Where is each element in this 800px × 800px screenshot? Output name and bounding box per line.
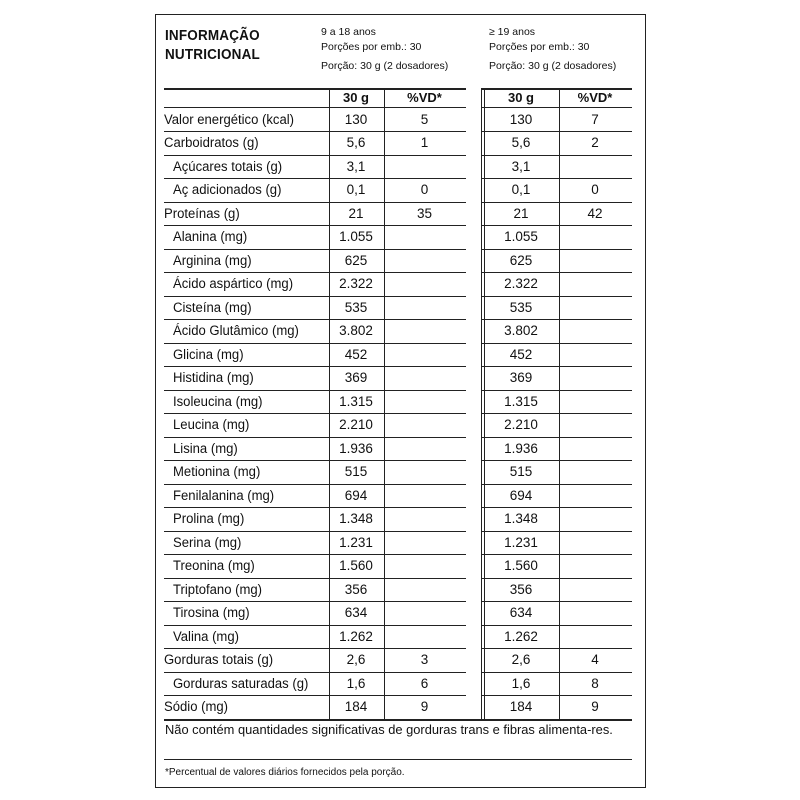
header-vd-19-plus: %VD* xyxy=(577,89,613,105)
column-rule xyxy=(484,88,485,719)
column-rule xyxy=(329,88,330,719)
amount-cell: 369 xyxy=(344,370,368,385)
amount-cell: 1.315 xyxy=(339,393,373,409)
amount-cell: 0,1 xyxy=(346,182,366,197)
amount-cell: 369 xyxy=(509,370,533,385)
nutrient-name: Gorduras totais (g) xyxy=(164,652,274,667)
amount-cell: 1.055 xyxy=(339,229,373,244)
nutrient-name: Glicina (mg) xyxy=(173,346,244,362)
amount-cell: 2.322 xyxy=(504,276,538,291)
amount-cell: 535 xyxy=(344,299,368,315)
amount-cell: 1.936 xyxy=(504,440,538,456)
amount-cell: 184 xyxy=(344,699,368,714)
vd-cell: 0 xyxy=(420,182,429,197)
nutrient-name: Treonina (mg) xyxy=(173,558,255,573)
table-bottom-rule xyxy=(164,719,632,721)
amount-cell: 1.348 xyxy=(339,511,373,526)
footnote: *Percentual de valores diários fornecidos pela porção. xyxy=(165,766,405,778)
nutrient-name: Isoleucina (mg) xyxy=(173,393,263,409)
header-amount-19-plus: 30 g xyxy=(507,89,534,105)
amount-cell: 1.055 xyxy=(504,229,538,244)
nutrient-name: Valina (mg) xyxy=(173,628,239,644)
amount-cell: 1.560 xyxy=(504,558,538,573)
nutrient-name: Arginina (mg) xyxy=(173,252,252,268)
amount-cell: 515 xyxy=(509,464,533,479)
amount-cell: 0,1 xyxy=(511,182,531,197)
nutrient-name: Ácido Glutâmico (mg) xyxy=(173,323,299,338)
amount-cell: 130 xyxy=(344,111,368,127)
title-line-2: NUTRICIONAL xyxy=(165,47,260,63)
amount-cell: 634 xyxy=(344,605,368,620)
vd-cell: 3 xyxy=(420,652,429,667)
amount-cell: 1,6 xyxy=(511,675,531,691)
amount-cell: 1.231 xyxy=(339,534,373,550)
vd-cell: 5 xyxy=(420,111,429,127)
nutrient-name: Leucina (mg) xyxy=(173,417,250,432)
amount-cell: 515 xyxy=(344,464,368,479)
label-title xyxy=(165,27,260,65)
nutrient-name: Alanina (mg) xyxy=(173,229,248,244)
nutrient-name: Fenilalanina (mg) xyxy=(173,487,275,503)
column-rule xyxy=(481,88,482,719)
amount-cell: 21 xyxy=(513,205,529,221)
age-group-label: 9 a 18 anos xyxy=(321,26,376,38)
nutrient-name: Serina (mg) xyxy=(173,534,242,550)
nutrient-name: Tirosina (mg) xyxy=(173,605,250,620)
header-vd-9-18: %VD* xyxy=(407,89,442,105)
vd-cell: 6 xyxy=(420,675,429,691)
amount-cell: 1.231 xyxy=(504,534,538,550)
amount-cell: 2.322 xyxy=(339,276,373,291)
amount-cell: 1,6 xyxy=(346,675,366,691)
portion-size: Porção: 30 g (2 dosadores) xyxy=(321,60,449,72)
nutrient-name: Cisteína (mg) xyxy=(173,299,252,315)
vd-cell: 2 xyxy=(591,135,599,150)
amount-cell: 625 xyxy=(509,252,533,268)
vd-cell: 8 xyxy=(591,675,599,691)
nutrient-name: Gorduras saturadas (g) xyxy=(173,675,309,691)
amount-cell: 3.802 xyxy=(339,323,373,338)
vd-cell: 4 xyxy=(591,652,599,667)
amount-cell: 2,6 xyxy=(346,652,366,667)
amount-cell: 2.210 xyxy=(504,417,538,432)
amount-cell: 1.262 xyxy=(339,628,373,644)
amount-cell: 634 xyxy=(509,605,533,620)
column-rule xyxy=(559,88,560,719)
amount-cell: 356 xyxy=(344,581,368,597)
amount-cell: 5,6 xyxy=(346,135,366,150)
amount-cell: 1.348 xyxy=(504,511,538,526)
nutrient-name: Sódio (mg) xyxy=(164,699,229,714)
amount-cell: 452 xyxy=(344,346,368,362)
amount-cell: 3,1 xyxy=(511,158,531,174)
portions-per-package: Porções por emb.: 30 xyxy=(321,41,422,53)
vd-cell: 35 xyxy=(416,205,433,221)
amount-cell: 3.802 xyxy=(504,323,538,338)
vd-cell: 7 xyxy=(591,111,599,127)
portions-per-package: Porções por emb.: 30 xyxy=(489,41,590,53)
amount-cell: 356 xyxy=(509,581,533,597)
amount-cell: 21 xyxy=(348,205,364,221)
nutrient-name: Triptofano (mg) xyxy=(173,581,263,597)
vd-cell: 1 xyxy=(420,135,429,150)
amount-cell: 5,6 xyxy=(511,135,531,150)
nutrient-name: Carboidratos (g) xyxy=(164,135,259,150)
amount-cell: 452 xyxy=(509,346,533,362)
age-group-9-18 xyxy=(321,25,448,74)
vd-cell: 9 xyxy=(591,699,599,714)
column-rule xyxy=(384,88,385,719)
nutrient-name: Valor energético (kcal) xyxy=(164,111,295,127)
vd-cell: 9 xyxy=(420,699,429,714)
nutrient-name: Metionina (mg) xyxy=(173,464,261,479)
amount-cell: 1.560 xyxy=(339,558,373,573)
amount-cell: 1.936 xyxy=(339,440,373,456)
amount-cell: 130 xyxy=(509,111,533,127)
amount-cell: 625 xyxy=(344,252,368,268)
vd-cell: 0 xyxy=(591,182,599,197)
vd-cell: 42 xyxy=(587,205,603,221)
nutrient-name: Prolina (mg) xyxy=(173,511,245,526)
amount-cell: 3,1 xyxy=(346,158,366,174)
header-amount-9-18: 30 g xyxy=(342,89,369,105)
amount-cell: 184 xyxy=(509,699,533,714)
title-line-1: INFORMAÇÃO xyxy=(165,28,260,44)
note-rule xyxy=(164,759,632,760)
amount-cell: 535 xyxy=(509,299,533,315)
absence-note: Não contém quantidades significativas de gorduras trans e fibras alimenta-res. xyxy=(165,721,613,737)
amount-cell: 694 xyxy=(344,487,368,503)
nutrient-name: Açúcares totais (g) xyxy=(173,158,283,174)
nutrient-name: Proteínas (g) xyxy=(164,205,240,221)
age-group-label: ≥ 19 anos xyxy=(489,26,536,38)
age-group-19-plus xyxy=(489,25,616,74)
nutrition-label xyxy=(155,14,646,788)
amount-cell: 2.210 xyxy=(339,417,373,432)
amount-cell: 1.315 xyxy=(504,393,538,409)
nutrient-name: Aç adicionados (g) xyxy=(173,182,282,197)
nutrient-name: Ácido aspártico (mg) xyxy=(173,276,294,291)
amount-cell: 2,6 xyxy=(511,652,531,667)
nutrient-name: Histidina (mg) xyxy=(173,370,254,385)
amount-cell: 694 xyxy=(509,487,533,503)
nutrient-name: Lisina (mg) xyxy=(173,440,238,456)
portion-size: Porção: 30 g (2 dosadores) xyxy=(489,60,617,72)
amount-cell: 1.262 xyxy=(504,628,538,644)
